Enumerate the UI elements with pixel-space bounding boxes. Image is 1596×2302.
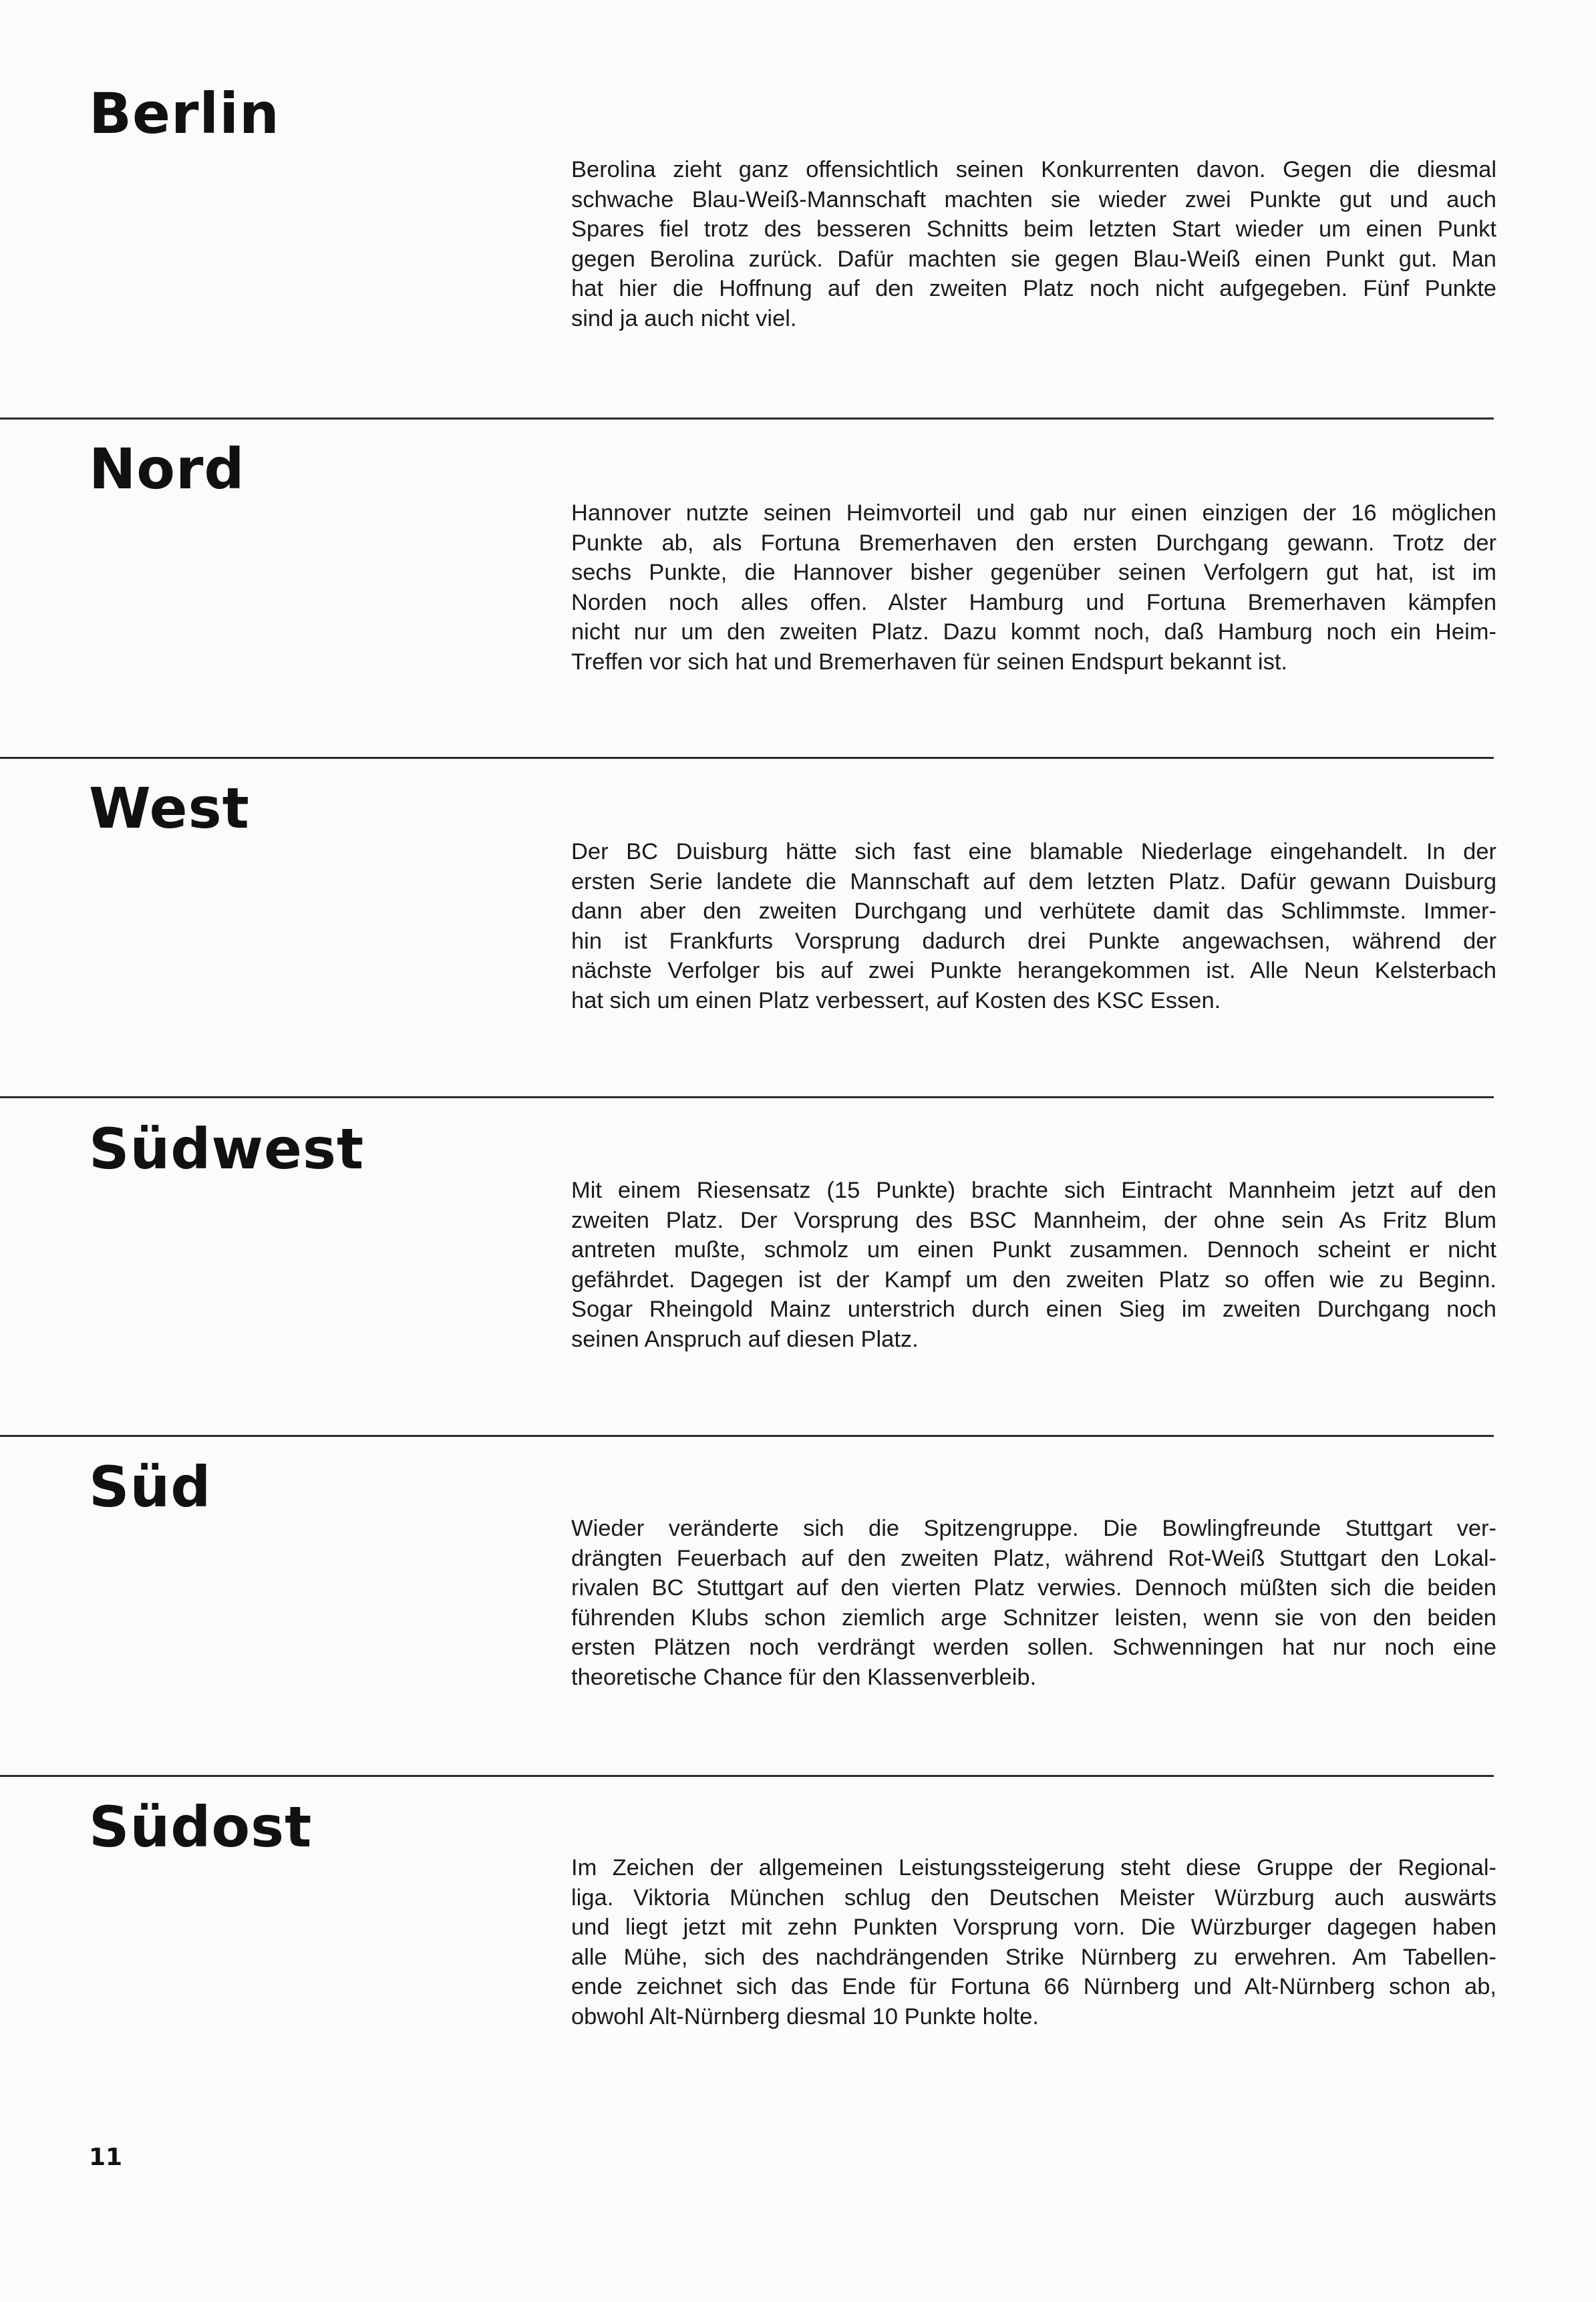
text-line: ersten Serie landete die Mannschaft auf dem letzten Platz. Dafür gewann Duisburg [571,868,1496,894]
text-line: alle Mühe, sich des nachdrängenden Strike Nürnberg zu erwehren. Am Tabellen- [571,1944,1496,1970]
section-heading: Nord [89,436,245,502]
section-body [571,1176,1496,1355]
text-line: nicht nur um den zweiten Platz. Dazu kommt noch, daß Hamburg noch ein Heim- [571,619,1496,645]
text-line: hin ist Frankfurts Vorsprung dadurch drei Punkte angewachsen, während der [571,928,1496,954]
text-line: rivalen BC Stuttgart auf den vierten Platz verwies. Dennoch müßten sich die beiden [571,1575,1496,1601]
section-divider [0,757,1494,759]
text-line: schwache Blau-Weiß-Mannschaft machten sie wieder zwei Punkte gut und auch [571,186,1496,212]
text-line: ersten Plätzen noch verdrängt werden sollen. Schwenningen hat nur noch eine [571,1635,1496,1661]
text-line: Mit einem Riesensatz (15 Punkte) brachte sich Eintracht Mannheim jetzt auf den [571,1178,1496,1203]
section-body [571,1853,1496,2032]
text-line: nächste Verfolger bis auf zwei Punkte herangekommen ist. Alle Neun Kelsterbach [571,958,1496,984]
text-line: hat hier die Hoffnung auf den zweiten Platz noch nicht aufgegeben. Fünf Punkte [571,276,1496,302]
text-line: ende zeichnet sich das Ende für Fortuna 66 Nürnberg und Alt-Nürnberg schon ab, [571,1974,1496,2000]
text-line: gefährdet. Dagegen ist der Kampf um den zweiten Platz so offen wie zu Beginn. [571,1267,1496,1293]
text-line: seinen Anspruch auf diesen Platz. [571,1326,919,1352]
text-line: drängten Feuerbach auf den zweiten Platz, während Rot-Weiß Stuttgart den Lokal- [571,1545,1496,1571]
text-line: Sogar Rheingold Mainz unterstrich durch einen Sieg im zweiten Durchgang noch [571,1297,1496,1323]
section-divider [0,418,1494,420]
text-line: führenden Klubs schon ziemlich arge Schnitzer leisten, wenn sie von den beiden [571,1605,1496,1631]
text-line: obwohl Alt-Nürnberg diesmal 10 Punkte holte. [571,2003,1039,2029]
section-heading: Süd [89,1454,212,1520]
text-line: Der BC Duisburg hätte sich fast eine blamable Niederlage eingehandelt. In der [571,839,1496,864]
text-line: Im Zeichen der allgemeinen Leistungssteigerung steht diese Gruppe der Regional- [571,1855,1496,1880]
text-line: dann aber den zweiten Durchgang und verhütete damit das Schlimmste. Immer- [571,898,1496,925]
text-line: Treffen vor sich hat und Bremerhaven für seinen Endspurt bekannt ist. [571,649,1288,675]
section-divider [0,1775,1494,1777]
text-line: Spares fiel trotz des besseren Schnitts beim letzten Start wieder um einen Punkt [571,216,1496,242]
text-line: hat sich um einen Platz verbessert, auf Kosten des KSC Essen. [571,987,1221,1013]
text-line: zweiten Platz. Der Vorsprung des BSC Mannheim, der ohne sein As Fritz Blum [571,1207,1496,1233]
section-body [571,837,1496,1016]
text-line: sind ja auch nicht viel. [571,305,797,331]
text-line: Berolina zieht ganz offensichtlich seinen Konkurrenten davon. Gegen die diesmal [571,157,1496,182]
text-line: antreten mußte, schmolz um einen Punkt zusammen. Dennoch scheint er nicht [571,1237,1496,1263]
text-line: gegen Berolina zurück. Dafür machten sie gegen Blau-Weiß einen Punkt gut. Man [571,246,1496,272]
section-body [571,498,1496,677]
section-body [571,1514,1496,1693]
section-heading: Südwest [89,1116,365,1182]
text-line: theoretische Chance für den Klassenverbleib. [571,1664,1037,1690]
text-line: Hannover nutzte seinen Heimvorteil und gab nur einen einzigen der 16 möglichen [571,500,1496,526]
text-line: Wieder veränderte sich die Spitzengruppe. Die Bowlingfreunde Stuttgart ver- [571,1516,1496,1541]
text-line: und liegt jetzt mit zehn Punkten Vorsprung vorn. Die Würzburger dagegen haben [571,1915,1496,1941]
text-line: liga. Viktoria München schlug den Deutschen Meister Würzburg auch auswärts [571,1884,1496,1911]
text-line: Punkte ab, als Fortuna Bremerhaven den ersten Durchgang gewann. Trotz der [571,530,1496,556]
page-number: 11 [89,2144,123,2171]
section-divider [0,1435,1494,1437]
text-line: Norden noch alles offen. Alster Hamburg und Fortuna Bremerhaven kämpfen [571,589,1496,615]
section-divider [0,1096,1494,1098]
text-line: sechs Punkte, die Hannover bisher gegenüber seinen Verfolgern gut hat, ist im [571,560,1496,586]
section-heading: West [89,776,250,841]
section-body [571,155,1496,334]
section-heading: Berlin [89,81,280,146]
section-heading: Südost [89,1794,313,1860]
